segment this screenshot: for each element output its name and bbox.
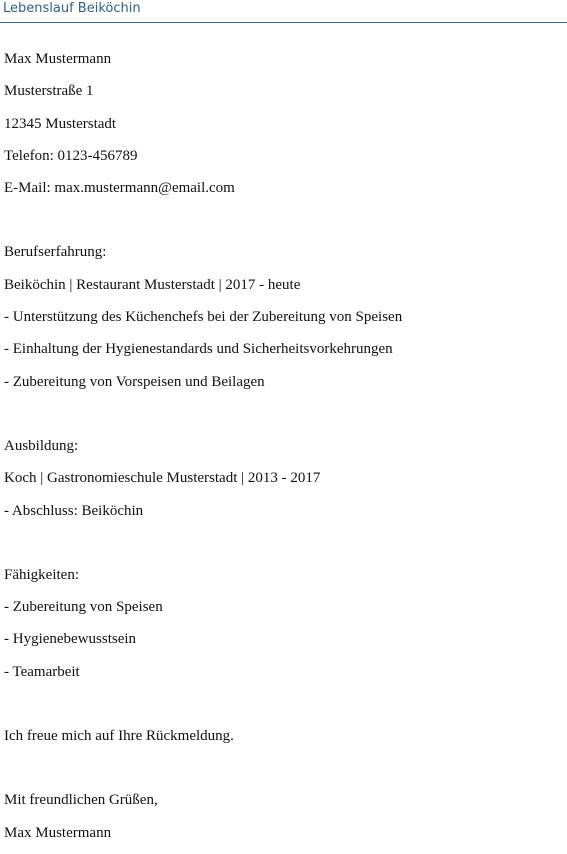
- spacer: [4, 532, 564, 564]
- document-body: [4, 48, 564, 854]
- spacer: [4, 209, 564, 241]
- experience-item: - Unterstützung des Küchenchefs bei der Zubereitung von Speisen: [4, 309, 403, 326]
- contact-street: Musterstraße 1: [4, 83, 94, 100]
- skills-item: - Hygienebewusstsein: [4, 631, 137, 648]
- spacer: [4, 403, 564, 435]
- experience-item: - Zubereitung von Vorspeisen und Beilagen: [4, 373, 265, 390]
- skills-item: - Teamarbeit: [4, 663, 80, 680]
- experience-item: - Einhaltung der Hygienestandards und Sicherheitsvorkehrungen: [4, 341, 393, 358]
- contact-email: E-Mail: max.mustermann@email.com: [4, 180, 235, 197]
- education-item: - Abschluss: Beiköchin: [4, 502, 144, 519]
- document-header: [0, 0, 567, 23]
- skills-item: - Zubereitung von Speisen: [4, 599, 163, 616]
- skills-heading: Fähigkeiten:: [4, 566, 79, 583]
- contact-name: Max Mustermann: [4, 51, 112, 67]
- contact-phone: Telefon: 0123-456789: [4, 147, 138, 164]
- education-heading: Ausbildung:: [4, 437, 79, 454]
- closing-greeting: Mit freundlichen Grüßen,: [4, 792, 158, 809]
- experience-position: Beiköchin | Restaurant Musterstadt | 2017 - heute: [4, 276, 301, 293]
- closing-statement: Ich freue mich auf Ihre Rückmeldung.: [4, 728, 234, 745]
- contact-city: 12345 Musterstadt: [4, 115, 117, 132]
- education-entry: Koch | Gastronomieschule Musterstadt | 2013 - 2017: [4, 470, 321, 487]
- header-title: Lebenslauf Beiköchin: [3, 1, 141, 16]
- closing-signature: Max Mustermann: [4, 824, 112, 841]
- experience-heading: Berufserfahrung:: [4, 244, 107, 261]
- spacer: [4, 693, 564, 725]
- spacer: [4, 757, 564, 789]
